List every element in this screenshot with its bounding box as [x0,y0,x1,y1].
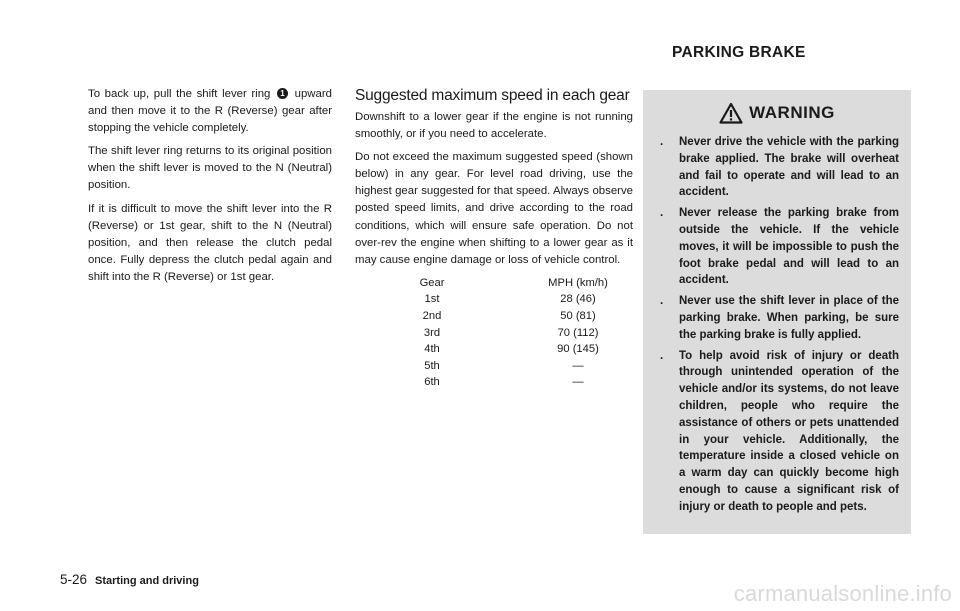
bullet: . [660,207,664,220]
chapter-title: Starting and driving [95,575,199,587]
paragraph-ring-returns: The shift lever ring returns to its original position when the shift lever is moved to the N (Neutral) position. [88,145,332,192]
speed-cell: 50 (81) [560,310,596,323]
list-item: . Never release the parking brake from outside the vehicle. If the vehicle moves, it will be impossible to push the foot brake pedal and will lead to an accident. [660,207,899,287]
table-row [397,341,619,358]
middle-column [355,86,633,391]
callout-number-marker: 1 [277,88,288,99]
list-item: . Never use the shift lever in place of the parking brake. When parking, be sure the parking brake is fully applied. [660,295,899,341]
gear-column-header: Gear [419,276,445,289]
warning-header [643,100,911,126]
table-row [397,325,619,342]
speed-table-header [397,275,619,292]
gear-cell: 4th [424,343,440,356]
subsection-heading: Suggested maximum speed in each gear [355,87,630,104]
paragraph-difficult-shift: If it is difficult to move the shift lever into the R (Reverse) or 1st gear, shift to the N (Neutral) position, and then release the clutch pedal once. Fully depress the clutch pedal again and shift into the R (Reverse) or 1st gear. [88,202,332,283]
warning-label: WARNING [749,103,835,122]
gear-cell: 6th [424,376,440,389]
bullet: . [660,136,664,148]
page-number: 5-26 [60,572,88,587]
paragraph-downshift: Downshift to a lower gear if the engine is not running smoothly, or if you need to accelerate. [355,111,633,141]
table-row [397,374,619,391]
speed-cell: 90 (145) [557,343,599,356]
speed-column-header: MPH (km/h) [548,276,608,289]
paragraph-max-speed: Do not exceed the maximum suggested speed (shown below) in any gear. For level road driving, use the highest gear suggested for that speed. Always observe posted speed limits, and drive according to the road conditions, which will ensure safe operation. Do not over-rev the engine when shifting to a lower gear as it may cause engine damage or loss of vehicle control. [355,151,633,266]
paragraph-back-up [88,86,332,137]
bullet: . [660,349,664,362]
paragraph-text: To back up, pull the shift lever ring [88,88,271,100]
table-row [397,308,619,325]
watermark: carmanualsonline.info [733,581,952,606]
warning-triangle-icon [719,102,743,124]
left-column [88,86,332,292]
gear-cell: 1st [424,293,440,306]
table-row [397,358,619,375]
speed-cell: 28 (46) [560,293,596,306]
bullet: . [660,295,664,308]
table-row [397,291,619,308]
speed-cell: — [572,376,584,389]
warning-list [643,134,911,516]
warning-box [643,90,911,534]
speed-table [397,275,619,391]
gear-cell: 2nd [422,310,442,323]
list-item: . Never drive the vehicle with the parking brake applied. The brake will overheat and fail to operate and will lead to an accident. [660,136,899,199]
gear-cell: 5th [424,359,440,372]
gear-cell: 3rd [423,326,441,339]
paragraph-text: upward and then move it to the R (Reverse) gear after stopping the vehicle completely. [88,88,332,135]
speed-cell: 70 (112) [557,326,599,339]
list-item: . To help avoid risk of injury or death through unintended operation of the vehicle and/or its systems, do not leave children, people who require the assistance of others or pets unattended in your vehicle. Additionally, the temperature inside a closed vehicle on a warm day can quickly become high enough to cause a significant risk of injury or death to people and pets. [660,349,899,513]
speed-cell: — [572,359,584,372]
page-footer [60,572,199,587]
section-title: PARKING BRAKE [672,44,806,61]
